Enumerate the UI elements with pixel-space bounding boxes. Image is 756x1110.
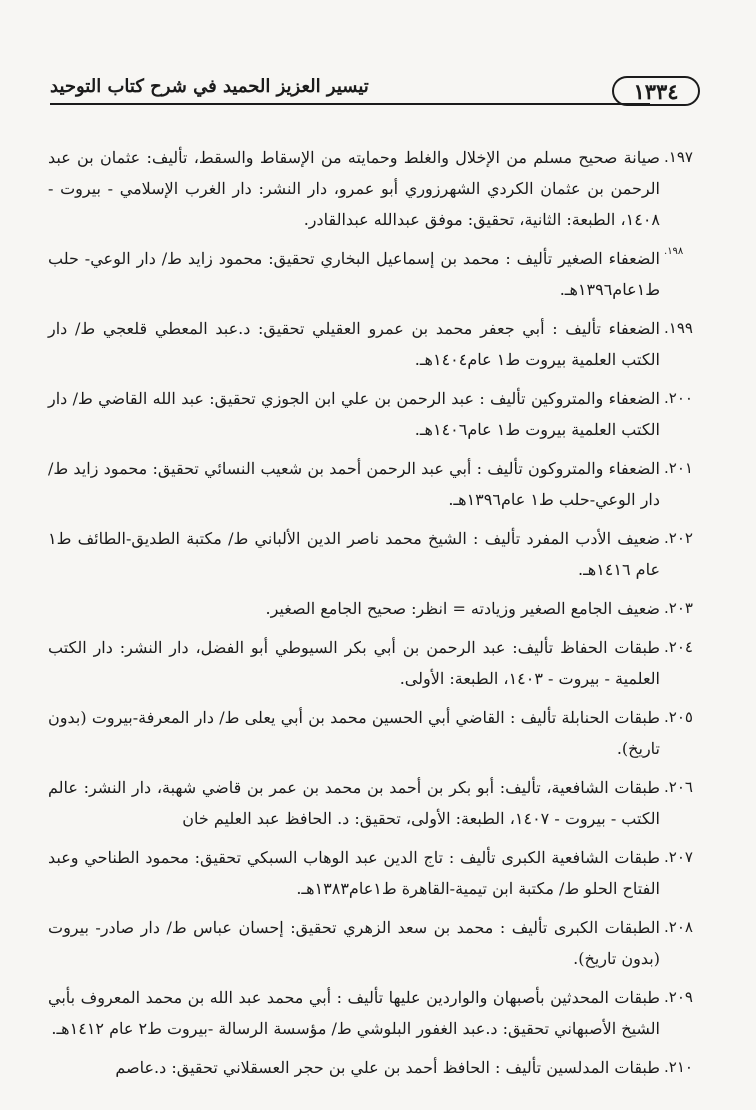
entry-text: طبقات الحفاظ تأليف: عبد الرحمن بن أبي بكر السيوطي أبو الفضل، دار النشر: دار الكتب العلمية - بيروت - ١٤٠٣، الطبعة: الأولى. (48, 638, 660, 688)
entry-text: طبقات الشافعية، تأليف: أبو بكر بن أحمد بن محمد بن عمر بن قاضي شهبة، دار النشر: عالم الكتب - بيروت - ١٤٠٧، الطبعة: الأولى، تحقيق: د. الحافظ عبد العليم خان (48, 778, 660, 828)
bibliography-entry (48, 702, 693, 764)
page-number: ١٣٣٤ (612, 76, 700, 106)
bibliography-entry (48, 142, 693, 235)
bibliography-entry (48, 523, 693, 585)
entry-number: ٢٠٩. (664, 988, 693, 1006)
entry-text: الضعفاء والمتروكون تأليف : أبي عبد الرحمن أحمد بن شعيب النسائي تحقيق: محمود زايد ط/ دار الوعي-حلب ط١ عام١٣٩٦هـ. (48, 459, 660, 509)
bibliography-entry (48, 313, 693, 375)
entry-text: ضعيف الجامع الصغير وزيادته = انظر: صحيح الجامع الصغير. (265, 599, 660, 618)
entry-text: طبقات الحنابلة تأليف : القاضي أبي الحسين محمد بن أبي يعلى ط/ دار المعرفة-بيروت (بدون تاريخ). (48, 708, 660, 758)
entry-number: ١٩٨. (664, 246, 684, 257)
entry-text: الضعفاء الصغير تأليف : محمد بن إسماعيل البخاري تحقيق: محمود زايد ط/ دار الوعي- حلب ط١عام١٣٩٦هـ. (48, 249, 660, 299)
entry-number: ٢٠٨. (664, 918, 693, 936)
entry-number: ٢١٠. (664, 1058, 693, 1076)
entry-number: ٢٠٦. (664, 778, 693, 796)
entry-number: ٢٠٣. (664, 599, 693, 617)
entry-text: طبقات الشافعية الكبرى تأليف : تاج الدين عبد الوهاب السبكي تحقيق: محمود الطناحي وعبد الفتاح الحلو ط/ مكتبة ابن تيمية-القاهرة ط١عام١٣٨٣هـ. (48, 848, 660, 898)
header-rule (50, 103, 650, 105)
bibliography-entry (48, 383, 693, 445)
bibliography-entry (48, 982, 693, 1044)
bibliography-entry (48, 1052, 693, 1083)
bibliography-entry (48, 632, 693, 694)
entry-number: ٢٠١. (664, 459, 693, 477)
bibliography-entry (48, 593, 693, 624)
entry-text: الضعفاء تأليف : أبي جعفر محمد بن عمرو العقيلي تحقيق: د.عبد المعطي قلعجي ط/ دار الكتب العلمية بيروت ط١ عام١٤٠٤هـ. (48, 319, 660, 369)
entry-text: الضعفاء والمتروكين تأليف : عبد الرحمن بن علي ابن الجوزي تحقيق: عبد الله القاضي ط/ دار الكتب العلمية بيروت ط١ عام١٤٠٦هـ. (48, 389, 660, 439)
entry-text: الطبقات الكبرى تأليف : محمد بن سعد الزهري تحقيق: إحسان عباس ط/ دار صادر- بيروت (بدون تاريخ). (48, 918, 660, 968)
entry-number: ١٩٩. (664, 319, 693, 337)
bibliography-entry (48, 772, 693, 834)
entry-number: ٢٠٧. (664, 848, 693, 866)
bibliography-entry (48, 842, 693, 904)
entry-text: طبقات المحدثين بأصبهان والواردين عليها تأليف : أبي محمد عبد الله بن محمد المعروف بأبي الشيخ الأصبهاني تحقيق: د.عبد الغفور البلوشي ط/ مؤسسة الرسالة -بيروت ط٢ عام ١٤١٢هـ. (48, 988, 660, 1038)
book-title: تيسير العزيز الحميد في شرح كتاب التوحيد (50, 76, 369, 97)
bibliography-entry (48, 912, 693, 974)
bibliography-entry (48, 453, 693, 515)
entry-text: ضعيف الأدب المفرد تأليف : الشيخ محمد ناصر الدين الألباني ط/ مكتبة الطديق-الطائف ط١ عام ١٤١٦هـ. (48, 529, 660, 579)
bibliography-entry (48, 243, 684, 305)
entry-number: ٢٠٢. (664, 529, 693, 547)
entry-number: ١٩٧. (664, 148, 693, 166)
entry-number: ٢٠٠. (664, 389, 693, 407)
entry-number: ٢٠٥. (664, 708, 693, 726)
entry-text: صيانة صحيح مسلم من الإخلال والغلط وحمايته من الإسقاط والسقط، تأليف: عثمان بن عبد الرحمن بن عثمان الكردي الشهرزوري أبو عمرو، دار النشر: دار الغرب الإسلامي - بيروت - ١٤٠٨، الطبعة: الثانية، تحقيق: موفق عبدالله عبدالقادر. (48, 148, 660, 229)
entry-text: طبقات المدلسين تأليف : الحافظ أحمد بن علي بن حجر العسقلاني تحقيق: د.عاصم (115, 1058, 660, 1077)
bibliography-list (48, 142, 693, 1091)
entry-number: ٢٠٤. (664, 638, 693, 656)
